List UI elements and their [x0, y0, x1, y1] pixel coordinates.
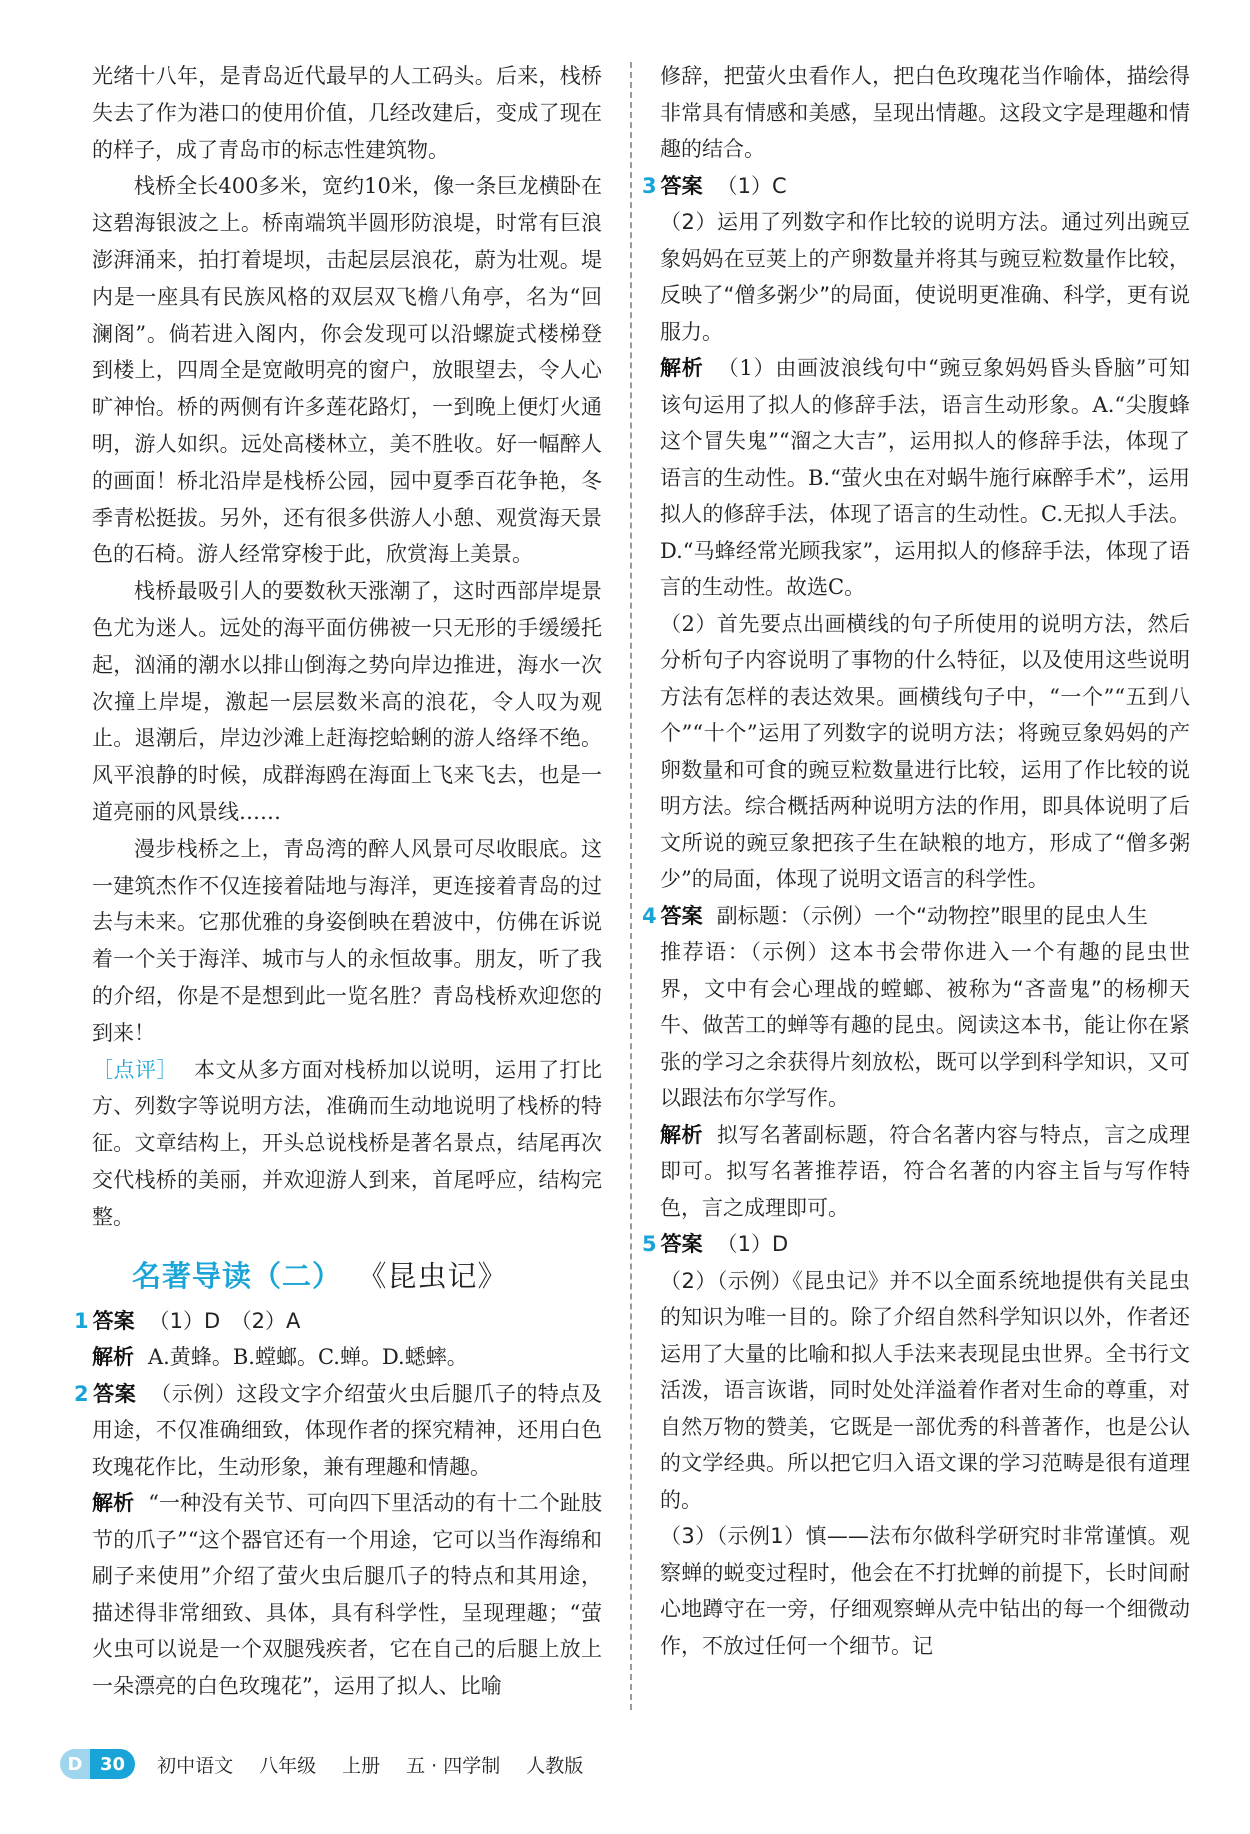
q3-number: 3	[642, 173, 657, 198]
review-label: ［点评］	[92, 1057, 178, 1082]
answer-label: 答案	[660, 1232, 703, 1256]
q1-analysis-text: A.黄蜂。B.螳螂。C.蝉。D.蟋蟀。	[148, 1345, 468, 1369]
q3-analysis	[660, 350, 1190, 606]
q5-answer-part2: （2）（示例）《昆虫记》并不以全面系统地提供有关昆虫的知识为唯一目的。除了介绍自然科学知识以外，作者还运用了大量的比喻和拟人手法来表现昆虫世界。全书行文活泼，语言诙谐，同时处处洋溢着作者对生命的尊重，对自然万物的赞美，它既是一部优秀的科普著作，也是公认的文学经典。所以把它归入语文课的学习范畴是很有道理的。	[660, 1268, 1190, 1512]
article-paragraph-4: 漫步栈桥之上，青岛湾的醉人风景可尽收眼底。这一建筑杰作不仅连接着陆地与海洋，更连接着青岛的过去与未来。它那优雅的身姿倒映在碧波中，仿佛在诉说着一个关于海洋、城市与人的永恒故事。朋友，听了我的介绍，你是不是想到此一览名胜？青岛栈桥欢迎您的到来！	[92, 836, 602, 1045]
q5-answer-part1: （1）D	[716, 1232, 789, 1256]
q4-number: 4	[642, 903, 657, 928]
q1-number: 1	[74, 1308, 89, 1333]
section-book-title: 《昆虫记》	[372, 1258, 508, 1293]
q3-answer-part2: （2）运用了列数字和作比较的说明方法。通过列出豌豆象妈妈在豆荚上的产卵数量并将其与豌豆粒数量作比较，反映了“僧多粥少”的局面，使说明更准确、科学，更有说服力。	[660, 210, 1190, 344]
footer-system: 五 · 四学制	[406, 1754, 501, 1777]
analysis-label: 解析	[92, 1491, 135, 1515]
q5-answer-part3: （3）（示例1）慎——法布尔做科学研究时非常谨慎。观察蝉的蜕变过程时，他会在不打扰蝉的前提下，长时间耐心地蹲守在一旁，仔细观察蝉从壳中钻出的每一个细微动作，不放过任何一个细节。记	[660, 1524, 1190, 1658]
q1-answer	[74, 1303, 602, 1340]
q4-answer	[642, 898, 1190, 935]
answer-label: 答案	[660, 903, 703, 928]
analysis-label: 解析	[660, 1122, 704, 1147]
analysis-label: 解析	[92, 1345, 134, 1369]
answer-label: 答案	[660, 173, 703, 198]
q4-answer-part2: 推荐语：（示例）这本书会带你进入一个有趣的昆虫世界，文中有会心理战的螳螂、被称为“吝啬鬼”的杨柳天牛、做苦工的蝉等有趣的昆虫。阅读这本书，能让你在紧张的学习之余获得片刻放松，既可以学到科学知识，又可以跟法布尔学写作。	[660, 940, 1190, 1110]
q1-analysis	[92, 1339, 602, 1376]
footer-subject: 初中语文	[157, 1754, 234, 1777]
right-column	[642, 58, 1191, 1664]
article-paragraph-3: 栈桥最吸引人的要数秋天涨潮了，这时西部岸堤景色尤为迷人。远处的海平面仿佛被一只无形的手缓缓托起，汹涌的潮水以排山倒海之势向岸边推进，海水一次次撞上岸堤，激起一层层数米高的浪花，令人叹为观止。退潮后，岸边沙滩上赶海挖蛤蜊的游人络绎不绝。风平浪静的时候，成群海鸥在海面上飞来飞去，也是一道亮丽的风景线……	[92, 579, 602, 824]
article-paragraph-2: 栈桥全长400多米，宽约10米，像一条巨龙横卧在这碧海银波之上。桥南端筑半圆形防浪堤，时常有巨浪澎湃涌来，拍打着堤坝，击起层层浪花，蔚为壮观。堤内是一座具有民族风格的双层双飞檐八角亭，名为“回澜阁”。倘若进入阁内，你会发现可以沿螺旋式楼梯登到楼上，四周全是宽敞明亮的窗户，放眼望去，令人心旷神怡。桥的两侧有许多莲花路灯，一到晚上便灯火通明，游人如织。远处高楼林立，美不胜收。好一幅醉人的画面！桥北沿岸是栈桥公园，园中夏季百花争艳，冬季青松挺拔。另外，还有很多供游人小憩、观赏海天景色的石椅。游人经常穿梭于此，欣赏海上美景。	[92, 174, 602, 567]
analysis-label: 解析	[660, 356, 704, 380]
section-title-text: 名著导读（二）	[132, 1258, 343, 1293]
q5-number: 5	[642, 1232, 657, 1256]
article-paragraph-1: 光绪十八年，是青岛近代最早的人工码头。后来，栈桥失去了作为港口的使用价值，几经改建后，变成了现在的样子，成了青岛市的标志性建筑物。	[92, 64, 602, 162]
q3-answer-part1: （1）C	[716, 173, 787, 198]
q5-answer	[642, 1226, 1190, 1263]
section-title	[132, 1254, 602, 1295]
review-block	[92, 1052, 602, 1236]
q2-analysis	[92, 1485, 602, 1704]
answer-label: 答案	[92, 1381, 137, 1406]
answer-label: 答案	[92, 1308, 135, 1333]
footer-grade: 八年级	[259, 1754, 317, 1777]
q3-analysis-part2: （2）首先要点出画横线的句子所使用的说明方法，然后分析句子内容说明了事物的什么特征，以及使用这些说明方法有怎样的表达效果。画横线句子中，“一个”“五到八个”“十个”运用了列数字的说明方法；将豌豆象妈妈的产卵数量和可食的豌豆粒数量进行比较，运用了作比较的说明方法。综合概括两种说明方法的作用，即具体说明了后文所说的豌豆象把孩子生在缺粮的地方，形成了“僧多粥少”的局面，体现了说明文语言的科学性。	[660, 611, 1190, 891]
left-column	[74, 58, 603, 1704]
page-badge	[60, 1749, 135, 1779]
q1-answer-text: （1）D （2）A	[148, 1308, 301, 1333]
review-text: 本文从多方面对栈桥加以说明，运用了打比方、列数字等说明方法，准确而生动地说明了栈桥的特征。文章结构上，开头总说栈桥是著名景点，结尾再次交代栈桥的美丽，并欢迎游人到来，首尾呼应，结构完整。	[92, 1057, 602, 1229]
q2-analysis-text: “一种没有关节、可向四下里活动的有十二个趾肢节的爪子”“这个器官还有一个用途，它可以当作海绵和刷子来使用”介绍了萤火虫后腿爪子的特点和其用途，描述得非常细致、具体，具有科学性，呈现理趣；“萤火虫可以说是一个双腿残疾者，它在自己的后腿上放上一朵漂亮的白色玫瑰花”，运用了拟人、比喻	[92, 1491, 603, 1698]
q4-analysis-text: 拟写名著副标题，符合名著内容与特点，言之成理即可。拟写名著推荐语，符合名著的内容主旨与写作特色，言之成理即可。	[660, 1122, 1191, 1220]
footer-edition: 人教版	[526, 1754, 584, 1777]
q4-answer-part1: 副标题：（示例）一个“动物控”眼里的昆虫人生	[716, 903, 1148, 928]
q3-answer	[642, 168, 1190, 205]
column-divider	[630, 62, 632, 1710]
q2-answer-text: （示例）这段文字介绍萤火虫后腿爪子的特点及用途，不仅准确细致，体现作者的探究精神，还用白色玫瑰花作比，生动形象，兼有理趣和情趣。	[92, 1381, 603, 1479]
q2-number: 2	[74, 1381, 89, 1406]
q3-analysis-part1: （1）由画波浪线句中“豌豆象妈妈昏头昏脑”可知该句运用了拟人的修辞手法，语言生动形象。A.“尖腹蜂这个冒失鬼”“溜之大吉”，运用拟人的修辞手法，体现了语言的生动性。B.“萤火虫在对蜗牛施行麻醉手术”，运用拟人的修辞手法，体现了语言的生动性。C.无拟人手法。D.“马蜂经常光顾我家”，运用拟人的修辞手法，体现了语言的生动性。故选C。	[660, 356, 1190, 599]
page-number: 30	[90, 1749, 135, 1779]
q4-analysis	[660, 1117, 1190, 1227]
badge-letter: D	[60, 1749, 90, 1779]
q2-analysis-continued: 修辞，把萤火虫看作人，把白色玫瑰花当作喻体，描绘得非常具有情感和美感，呈现出情趣。这段文字是理趣和情趣的结合。	[660, 64, 1190, 161]
page-footer	[60, 1746, 609, 1782]
q2-answer	[74, 1376, 603, 1486]
footer-volume: 上册	[342, 1754, 381, 1777]
